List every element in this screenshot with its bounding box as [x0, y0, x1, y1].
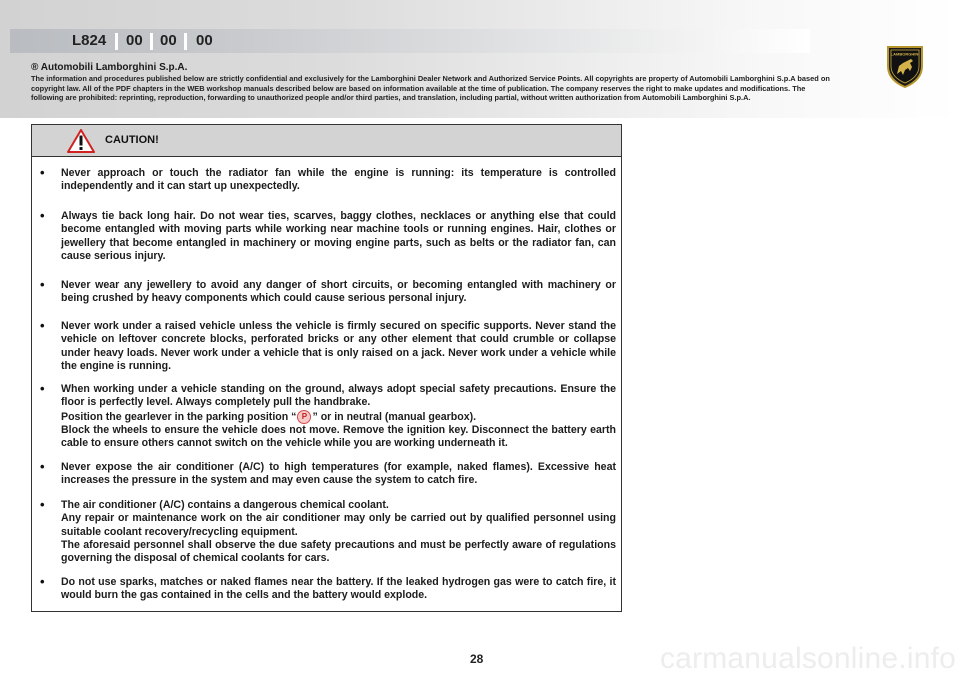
doc-code-group: 00 — [126, 32, 143, 49]
bullet: • — [40, 165, 45, 180]
caution-text: When working under a vehicle standing on the ground, always adopt special safety precautions. Ensure the floor is perfectly level. Always completely pull the handbrake. — [61, 383, 616, 409]
caution-text: Never wear any jewellery to avoid any danger of short circuits, or becoming entangled with machinery or being crushed by heavy components which could cause serious personal injury. — [61, 279, 616, 305]
caution-item — [61, 320, 616, 373]
caution-header — [32, 125, 621, 157]
caution-item — [61, 279, 616, 306]
warning-icon — [67, 129, 95, 153]
bullet: • — [40, 459, 45, 474]
caution-box — [31, 124, 622, 612]
caution-text-part: ” or in neutral (manual gearbox). — [312, 410, 477, 423]
bullet: • — [40, 381, 45, 396]
caution-text: The aforesaid personnel shall observe the due safety precautions and must be perfectly aware of regulations governing the disposal of chemical coolants for cars. — [61, 538, 616, 565]
bullet: • — [40, 318, 45, 333]
logo-wordmark: LAMBORGHINI — [890, 51, 920, 57]
legal-notice: The information and procedures published below are strictly confidential and exclusively for the Lamborghini Dealer Network and Authorized Service Points. All copyrights are property of Automobili Lamborghini S.p.A based on copyright law. All of the PDF chapters in the WEB workshop manuals described below are based on information available at the time of publication. The company reserves the right to make updates and modifications. The following are prohibited: reprinting, reproduction, forwarding to unauthorized people and/or third parties, and translation, including partial, without written authorization from Automobili Lamborghini S.p.A. — [31, 74, 830, 103]
caution-text: Any repair or maintenance work on the air conditioner may only be carried out by qualified personnel using suitable coolant recovery/recycling equipment. — [61, 512, 616, 538]
caution-text-line — [61, 410, 616, 424]
caution-item — [61, 167, 616, 194]
caution-item — [61, 461, 616, 488]
doc-code-section: 00 — [196, 32, 213, 49]
code-separator — [184, 33, 187, 50]
watermark: carmanualsonline.info — [659, 642, 956, 675]
caution-text: Do not use sparks, matches or naked flames near the battery. If the leaked hydrogen gas were to catch fire, it would burn the gas contained in the cells and the battery would explode. — [61, 576, 616, 602]
caution-item — [61, 499, 616, 565]
code-separator — [115, 33, 118, 50]
caution-text: The air conditioner (A/C) contains a dangerous chemical coolant. — [61, 499, 389, 511]
lamborghini-shield-logo — [886, 44, 924, 88]
doc-code-subgroup: 00 — [160, 32, 177, 49]
caution-text: Never work under a raised vehicle unless the vehicle is firmly secured on specific supports. Never stand the vehicle on leftover concrete blocks, perforated bricks or any other element that could crumble or collapse under heavy loads. Never work under a vehicle that is only raised on a jack. Never work under a vehicle while the engine is running. — [61, 320, 616, 372]
code-separator — [150, 33, 153, 50]
caution-text: Never approach or touch the radiator fan while the engine is running: its temperature is controlled independently and it can start up unexpectedly. — [61, 167, 616, 193]
caution-title: CAUTION! — [105, 134, 159, 146]
caution-text: Block the wheels to ensure the vehicle does not move. Remove the ignition key. Disconnect the battery earth cable to ensure others cannot switch on the vehicle while you are working underneath it. — [61, 423, 616, 449]
company-name: ® Automobili Lamborghini S.p.A. — [31, 62, 188, 73]
parking-position-icon: P — [297, 410, 311, 424]
caution-text: Never expose the air conditioner (A/C) to high temperatures (for example, naked flames). Excessive heat increases the pressure in the system and may even cause the system to catch fire. — [61, 461, 616, 487]
caution-item — [61, 210, 616, 263]
caution-item — [61, 576, 616, 603]
page-number: 28 — [470, 652, 484, 666]
caution-text-part: Position the gearlever in the parking position “ — [61, 410, 297, 423]
bullet: • — [40, 497, 45, 512]
bullet: • — [40, 574, 45, 589]
doc-code-model: L824 — [72, 32, 107, 49]
caution-item — [61, 383, 616, 450]
caution-text: Always tie back long hair. Do not wear ties, scarves, baggy clothes, necklaces or anything else that could become entangled with moving parts while working near machine tools or running engines. Hair, clothes or jewellery that become entangled in machinery or moving engine parts, such as belts or the radiator fan, can cause serious injury. — [61, 210, 616, 262]
bullet: • — [40, 208, 45, 223]
bullet: • — [40, 277, 45, 292]
